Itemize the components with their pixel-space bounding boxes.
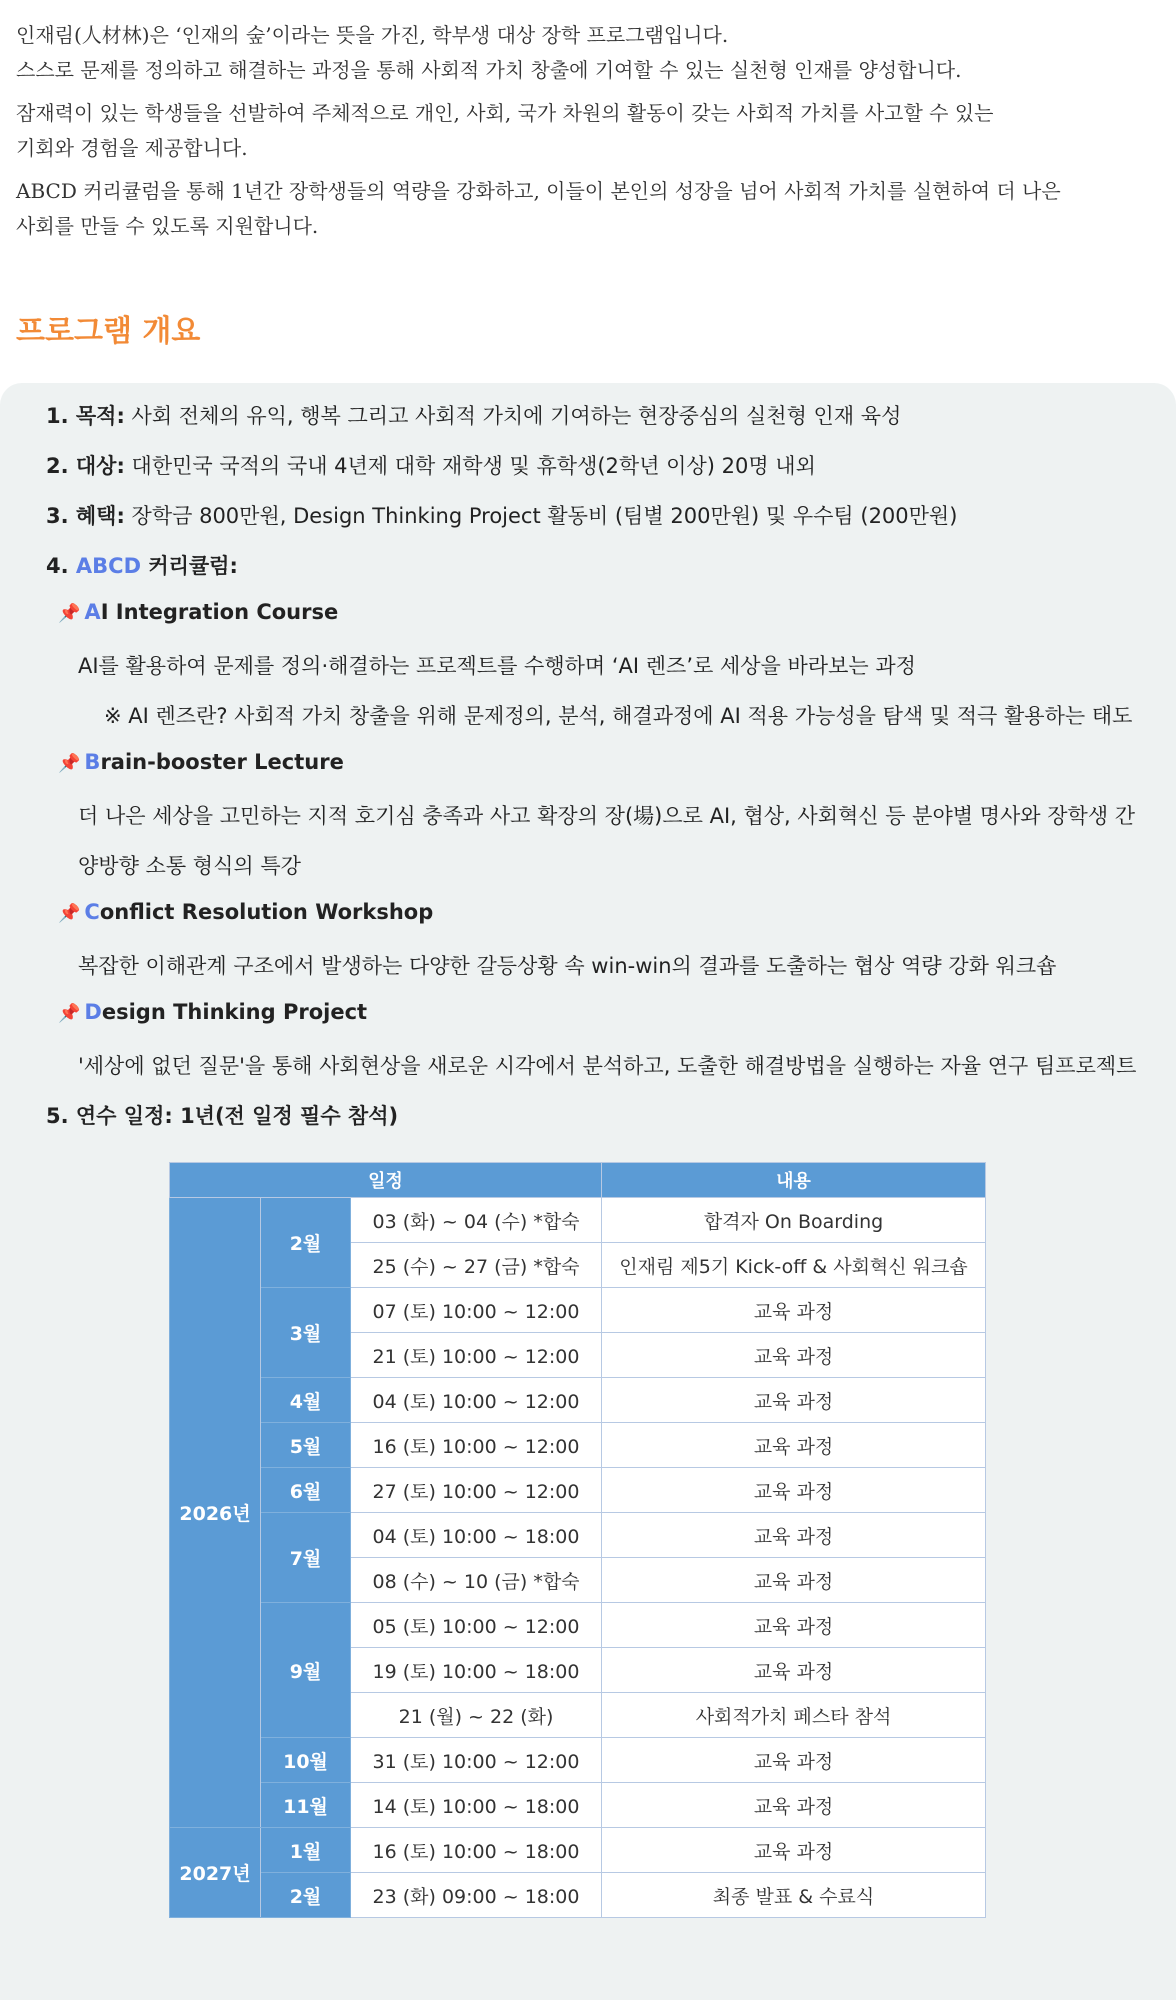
intro-line: ABCD 커리큘럼을 통해 1년간 장학생들의 역량을 강화하고, 이들이 본인의 성장을 넘어 사회적 가치를 실현하여 더 나은: [16, 179, 1061, 203]
curriculum-b-desc: 더 나은 세상을 고민하는 지적 호기심 충족과 사고 확장의 장(場)으로 AI, 협상, 사회혁신 등 분야별 명사와 장학생 간: [78, 804, 1136, 828]
intro-line: 스스로 문제를 정의하고 해결하는 과정을 통해 사회적 가치 창출에 기여할 수 있는 실천형 인재를 양성합니다.: [16, 58, 962, 82]
month-cell: 4월: [261, 1378, 351, 1423]
month-cell: 2월: [261, 1873, 351, 1918]
table-row: [170, 1468, 986, 1513]
content-cell: 인재림 제5기 Kick-off & 사회혁신 워크숍: [602, 1243, 986, 1288]
intro-paragraph-1: [16, 18, 1166, 88]
table-row: [170, 1783, 986, 1828]
table-row: [170, 1423, 986, 1468]
date-cell: 16 (토) 10:00 ~ 12:00: [351, 1423, 602, 1468]
content-cell: 교육 과정: [602, 1738, 986, 1783]
item-label: 1. 목적:: [46, 404, 125, 428]
item-text: 사회 전체의 유익, 행복 그리고 사회적 가치에 기여하는 현장중심의 실천형 인재 육성: [124, 404, 902, 428]
curriculum-c-desc: 복잡한 이해관계 구조에서 발생하는 다양한 갈등상황 속 win-win의 결과를 도출하는 협상 역량 강화 워크숍: [78, 954, 1057, 978]
curriculum-name: esign Thinking Project: [101, 1000, 368, 1024]
curriculum-name: I Integration Course: [100, 600, 339, 624]
intro-line: 잠재력이 있는 학생들을 선발하여 주체적으로 개인, 사회, 국가 차원의 활동이 갖는 사회적 가치를 사고할 수 있는: [16, 101, 994, 125]
curriculum-accent: ABCD: [75, 554, 142, 578]
date-cell: 16 (토) 10:00 ~ 18:00: [351, 1828, 602, 1873]
curriculum-b-desc-2: 양방향 소통 형식의 특강: [78, 854, 301, 878]
curriculum-letter: C: [84, 900, 100, 924]
content-cell: 사회적가치 페스타 참석: [602, 1693, 986, 1738]
curriculum-a-desc: AI를 활용하여 문제를 정의·해결하는 프로젝트를 수행하며 ‘AI 렌즈’로 세상을 바라보는 과정: [78, 654, 916, 678]
date-cell: 03 (화) ~ 04 (수) *합숙: [351, 1198, 602, 1243]
pin-icon: 📌: [58, 1003, 81, 1024]
content-cell: 최종 발표 & 수료식: [602, 1873, 986, 1918]
table-row: [170, 1603, 986, 1648]
intro-paragraph-2: [16, 96, 1166, 166]
year-cell: 2026년: [170, 1198, 261, 1828]
month-cell: 7월: [261, 1513, 351, 1603]
content-cell: 교육 과정: [602, 1468, 986, 1513]
content-cell: 교육 과정: [602, 1648, 986, 1693]
table-row: [170, 1873, 986, 1918]
header-schedule: 일정: [170, 1163, 602, 1198]
content-cell: 교육 과정: [602, 1828, 986, 1873]
curriculum-letter: B: [84, 750, 101, 774]
intro-text: [16, 18, 1166, 252]
header-content: 내용: [602, 1163, 986, 1198]
date-cell: 31 (토) 10:00 ~ 12:00: [351, 1738, 602, 1783]
item-label: 3. 혜택:: [46, 504, 125, 528]
pin-icon: 📌: [58, 753, 81, 774]
schedule-table: [169, 1162, 986, 1918]
pin-icon: 📌: [58, 603, 81, 624]
content-cell: 교육 과정: [602, 1783, 986, 1828]
content-cell: 합격자 On Boarding: [602, 1198, 986, 1243]
curriculum-name: rain-booster Lecture: [100, 750, 344, 774]
content-cell: 교육 과정: [602, 1513, 986, 1558]
overview-item-benefit: [46, 500, 957, 530]
date-cell: 14 (토) 10:00 ~ 18:00: [351, 1783, 602, 1828]
overview-item-schedule: [46, 1100, 398, 1130]
content-cell: 교육 과정: [602, 1423, 986, 1468]
item-text: 장학금 800만원, Design Thinking Project 활동비 (팀별 200만원) 및 우수팀 (200만원): [124, 504, 958, 528]
overview-item-purpose: [46, 400, 901, 430]
table-row: [170, 1378, 986, 1423]
date-cell: 21 (월) ~ 22 (화): [351, 1693, 602, 1738]
curriculum-letter: A: [84, 600, 101, 624]
curriculum-d-desc: '세상에 없던 질문'을 통해 사회현상을 새로운 시각에서 분석하고, 도출한 해결방법을 실행하는 자율 연구 팀프로젝트: [78, 1054, 1137, 1078]
table-row: [170, 1288, 986, 1333]
item-label: 5. 연수 일정: 1년(전 일정 필수 참석): [46, 1104, 399, 1128]
month-cell: 10월: [261, 1738, 351, 1783]
table-header-row: [170, 1163, 986, 1198]
date-cell: 21 (토) 10:00 ~ 12:00: [351, 1333, 602, 1378]
intro-line: 사회를 만들 수 있도록 지원합니다.: [16, 214, 319, 238]
table-row: [170, 1198, 986, 1243]
date-cell: 19 (토) 10:00 ~ 18:00: [351, 1648, 602, 1693]
curriculum-a-title: [58, 600, 338, 624]
pin-icon: 📌: [58, 903, 81, 924]
month-cell: 11월: [261, 1783, 351, 1828]
intro-paragraph-3: [16, 174, 1166, 244]
table-row: [170, 1738, 986, 1783]
section-title: 프로그램 개요: [16, 314, 201, 349]
table-row: [170, 1513, 986, 1558]
month-cell: 3월: [261, 1288, 351, 1378]
table-row: [170, 1828, 986, 1873]
intro-line: 인재림(人材林)은 ‘인재의 숲’이라는 뜻을 가진, 학부생 대상 장학 프로그램입니다.: [16, 23, 729, 47]
curriculum-d-title: [58, 1000, 367, 1024]
date-cell: 04 (토) 10:00 ~ 18:00: [351, 1513, 602, 1558]
curriculum-name: onflict Resolution Workshop: [99, 900, 434, 924]
date-cell: 08 (수) ~ 10 (금) *합숙: [351, 1558, 602, 1603]
month-cell: 5월: [261, 1423, 351, 1468]
curriculum-a-note: ※ AI 렌즈란? 사회적 가치 창출을 위해 문제정의, 분석, 해결과정에 AI 적용 가능성을 탐색 및 적극 활용하는 태도: [104, 704, 1133, 728]
month-cell: 9월: [261, 1603, 351, 1738]
item-label: 커리큘럼:: [141, 554, 238, 578]
curriculum-b-title: [58, 750, 344, 774]
overview-item-target: [46, 450, 816, 480]
content-cell: 교육 과정: [602, 1558, 986, 1603]
date-cell: 25 (수) ~ 27 (금) *합숙: [351, 1243, 602, 1288]
year-cell: 2027년: [170, 1828, 261, 1918]
date-cell: 23 (화) 09:00 ~ 18:00: [351, 1873, 602, 1918]
date-cell: 07 (토) 10:00 ~ 12:00: [351, 1288, 602, 1333]
date-cell: 27 (토) 10:00 ~ 12:00: [351, 1468, 602, 1513]
content-cell: 교육 과정: [602, 1288, 986, 1333]
month-cell: 2월: [261, 1198, 351, 1288]
intro-line: 기회와 경험을 제공합니다.: [16, 136, 248, 160]
overview-item-curriculum: [46, 550, 238, 580]
month-cell: 6월: [261, 1468, 351, 1513]
item-text: 대한민국 국적의 국내 4년제 대학 재학생 및 휴학생(2학년 이상) 20명 내외: [124, 454, 816, 478]
month-cell: 1월: [261, 1828, 351, 1873]
content-cell: 교육 과정: [602, 1603, 986, 1648]
curriculum-letter: D: [84, 1000, 102, 1024]
item-label: 4.: [46, 554, 76, 578]
content-cell: 교육 과정: [602, 1378, 986, 1423]
date-cell: 05 (토) 10:00 ~ 12:00: [351, 1603, 602, 1648]
curriculum-c-title: [58, 900, 433, 924]
date-cell: 04 (토) 10:00 ~ 12:00: [351, 1378, 602, 1423]
item-label: 2. 대상:: [46, 454, 125, 478]
content-cell: 교육 과정: [602, 1333, 986, 1378]
